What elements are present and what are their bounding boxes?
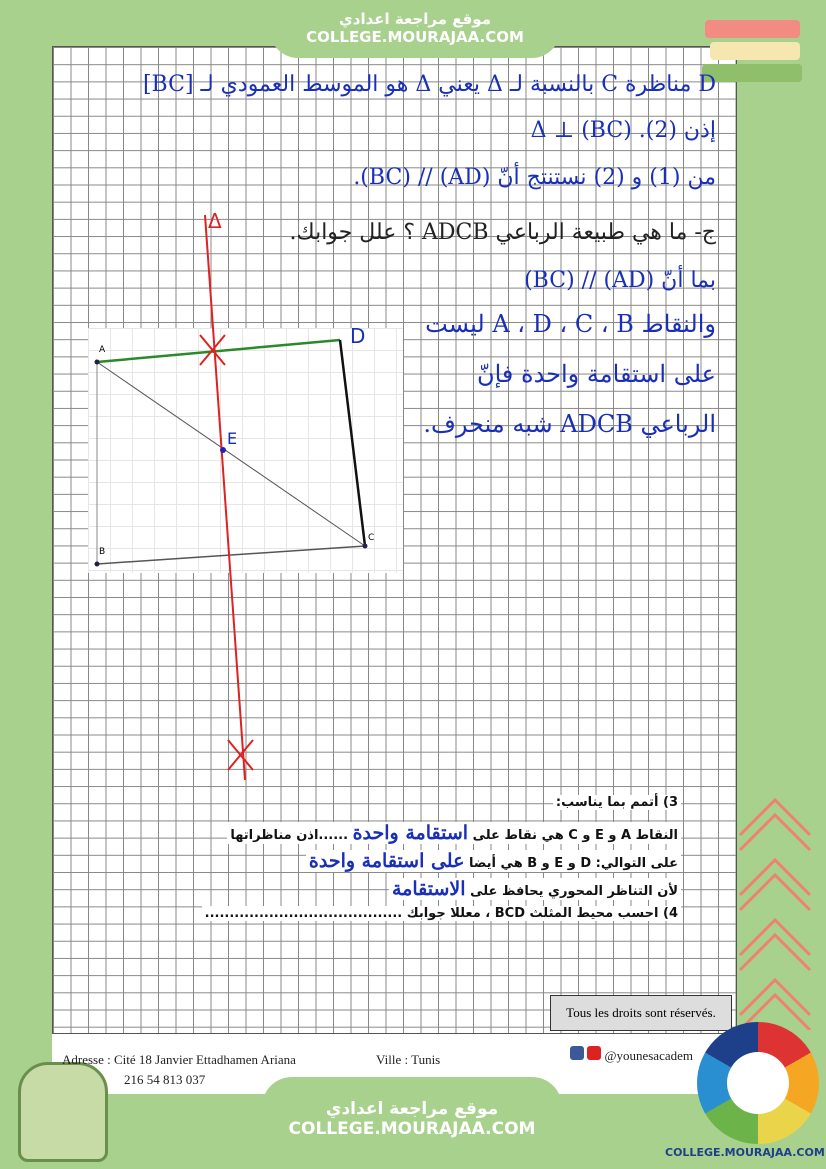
q3-line1 [227,822,681,844]
point-a [95,360,100,365]
q4: 4) احسب محيط المثلث BCD ، معللا جوابك ........................................ [202,906,681,921]
site-url[interactable]: COLLEGE.MOURAJAA.COM [306,28,524,46]
label-delta: Δ [208,209,222,233]
chevron-decoration-icon [735,790,815,1030]
label-a: A [99,345,106,355]
q3-line2-text: على التوالي: D و E و B هي أيضا [468,856,678,871]
brand-url: COLLEGE.MOURAJAA.COM [665,1146,825,1159]
handwritten-line: إذن Δ ⊥ (BC) .(2) [530,118,716,143]
q3-line3-text: لأن التناظر المحوري يحافظ على [470,884,678,899]
handwritten-line: D مناظرة C بالنسبة لـ Δ يعني Δ هو الموسط العمودي لـ [BC] [142,72,716,97]
youtube-icon[interactable] [587,1046,601,1060]
compass-marks [200,335,253,770]
point-e [220,447,226,453]
segment-bc [97,546,365,564]
site-name-ar: موقع مراجعة اعدادي [339,10,491,28]
address: Adresse : Cité 18 Janvier Ettadhamen Ariana [62,1052,296,1067]
handwritten-line: الرباعي ADCB شبه منحرف. [423,410,716,438]
site-name-ar: موقع مراجعة اعدادي [325,1099,499,1119]
label-e: E [227,429,238,448]
rights-notice: Tous les droits sont réservés. [550,995,732,1031]
segment-ac [97,362,365,546]
q3-line1-text: النقاط A و E و C هي نقاط على [472,828,678,843]
social-handle-text: @younesacadem [604,1048,693,1063]
handwritten-line: من (1) و (2) نستنتج أنّ (AD) // (BC). [353,165,716,190]
q3-line2 [306,850,681,872]
handwritten-line: على استقامة واحدة فإنّ [476,360,716,388]
q3-line3 [389,878,681,900]
facebook-icon[interactable] [570,1046,584,1060]
site-url[interactable]: COLLEGE.MOURAJAA.COM [288,1119,536,1139]
phone: 216 54 813 037 [124,1072,206,1087]
label-c: C [368,533,375,543]
handwritten-line: والنقاط A ، D ، C ، B ليست [425,310,716,338]
answer-2: على استقامة واحدة [308,850,465,872]
backpack-icon [18,1062,108,1162]
handwritten-line: بما أنّ (AD) // (BC) [524,268,716,293]
q3-title: 3) أتمم بما يناسب: [553,795,681,810]
label-d: D [350,324,366,348]
label-b: B [99,547,106,557]
answer-3: الاستقامة [392,878,466,900]
answer-1: استقامة واحدة [352,822,469,844]
city: Ville : Tunis [376,1052,441,1067]
point-c [363,544,368,549]
bottom-banner [262,1077,562,1169]
q3-line1-end: ......اذن مناظراتها [230,828,349,843]
line-delta [205,215,245,780]
handwritten-line: ج- ما هي طبيعة الرباعي ADCB ؟ علل جوابك. [289,220,716,245]
education-wheel-logo [697,1022,819,1144]
social-handle [570,1046,693,1064]
point-b [95,562,100,567]
segment-dc [340,340,365,546]
